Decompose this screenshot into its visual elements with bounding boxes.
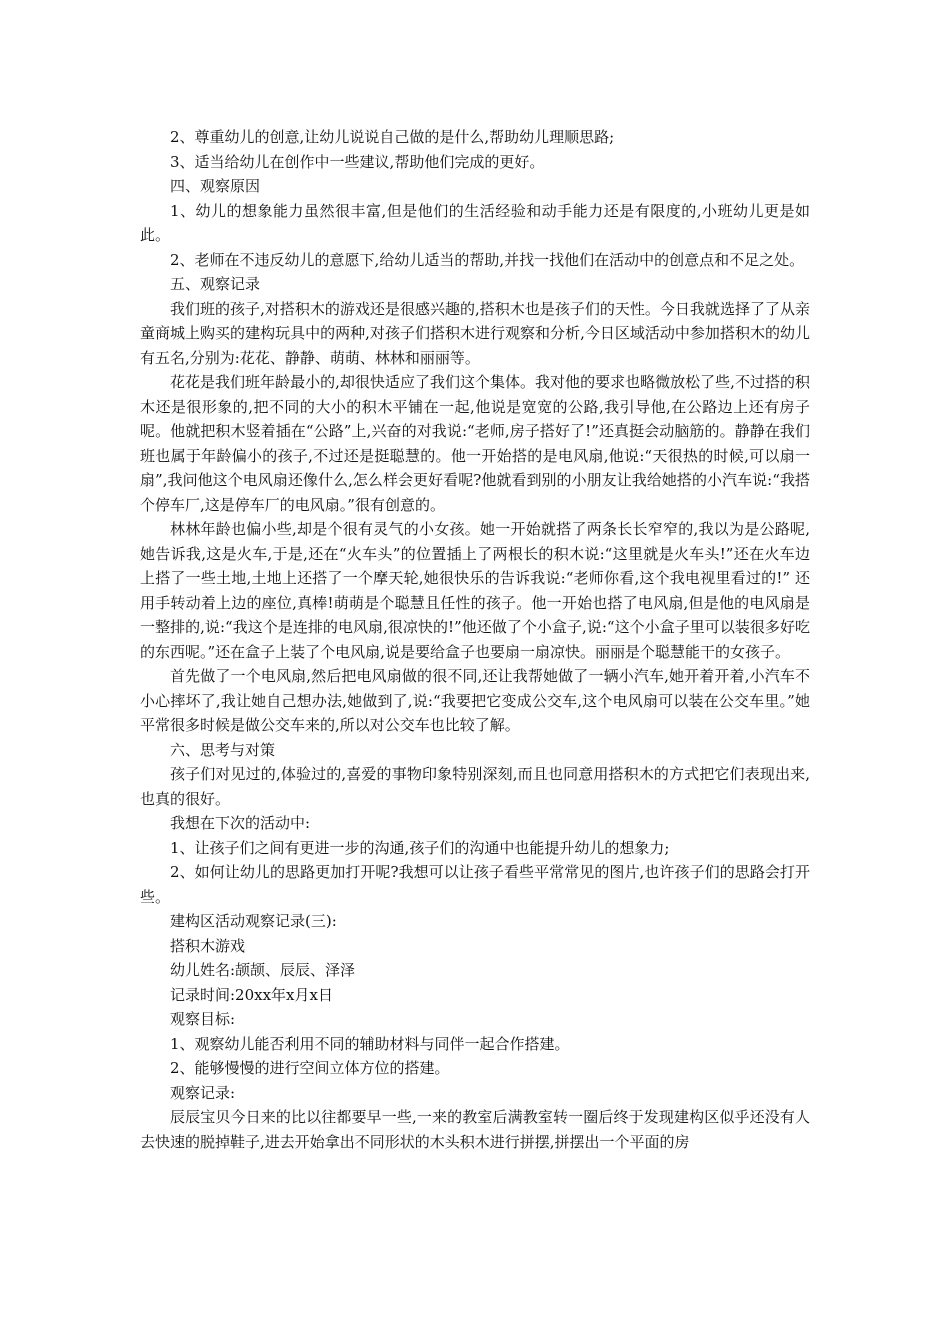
paragraph: 搭积木游戏	[170, 936, 246, 955]
paragraph: 3、适当给幼儿在创作中一些建议,帮助他们完成的更好。	[170, 152, 545, 171]
paragraph: 观察目标:	[170, 1010, 236, 1028]
paragraph: 观察记录:	[170, 1083, 236, 1102]
paragraph: 1、让孩子们之间有更进一步的沟通,孩子们的沟通中也能提升幼儿的想象力;	[170, 838, 670, 857]
paragraph: 2、能够慢慢的进行空间立体方位的搭建。	[170, 1059, 450, 1077]
paragraph: 2、如何让幼儿的思路更加打开呢?我想可以让孩子看些平常常见的图片,也许孩子们的思路会打开些。	[140, 863, 810, 906]
paragraph: 2、尊重幼儿的创意,让幼儿说说自己做的是什么,帮助幼儿理顺思路;	[170, 128, 615, 146]
section-heading: 六、思考与对策	[170, 740, 276, 759]
paragraph: 孩子们对见过的,体验过的,喜爱的事物印象特别深刻,而且也同意用搭积木的方式把它们表现出来,也真的很好。	[140, 765, 810, 808]
paragraph: 林林年龄也偏小些,却是个很有灵气的小女孩。她一开始就搭了两条长长窄窄的,我以为是公路呢,她告诉我,这是火车,于是,还在“火车头”的位置插上了两根长的积木说:“这里就是火车头!”还在火车边上搭了一些土地,土地上还搭了一个摩天轮,她很快乐的告诉我说:“老师你看,这个我电视里看过的!” 还用手转动着上边的座位,真棒!萌萌是个聪慧且任性的孩子。他一开始也搭了电风扇,但是他的电风扇是一整排的,说:“我这个是连排的电风扇,很凉快的!”他还做了个小盒子,说:“这个小盒子里可以装很多好吃的东西呢。”还在盒子上装了个电风扇,说是要给盒子也要扇一扇凉快。丽丽是个聪慧能干的女孩子。	[140, 520, 810, 661]
paragraph: 我想在下次的活动中:	[170, 814, 311, 832]
paragraph: 幼儿姓名:颉颉、辰辰、泽泽	[170, 961, 356, 979]
section-heading: 建构区活动观察记录(三):	[170, 912, 337, 930]
paragraph: 首先做了一个电风扇,然后把电风扇做的很不同,还让我帮她做了一辆小汽车,她开着开着,小汽车不小心摔坏了,我让她自己想办法,她做到了,说:“我要把它变成公交车,这个电风扇可以装在公交车里。”她平常很多时候是做公交车来的,所以对公交车也比较了解。	[140, 667, 810, 734]
paragraph: 花花是我们班年龄最小的,却很快适应了我们这个集体。我对他的要求也略微放松了些,不过搭的积木还是很形象的,把不同的大小的积木平铺在一起,他说是宽宽的公路,我引导他,在公路边上还有房子呢。他就把积木竖着插在“公路”上,兴奋的对我说:“老师,房子搭好了!”还真挺会动脑筋的。静静在我们班也属于年龄偏小的孩子,不过还是挺聪慧的。他一开始搭的是电风扇,他说:“天很热的时候,可以扇一扇”,我问他这个电风扇还像什么,怎么样会更好看呢?他就看到别的小朋友让我给她搭的小汽车说:“我搭个停车厂,这是停车厂的电风扇。”很有创意的。	[140, 373, 810, 514]
section-heading: 五、观察记录	[170, 275, 261, 293]
paragraph: 辰辰宝贝今日来的比以往都要早一些,一来的教室后满教室转一圈后终于发现建构区似乎还没有人去快速的脱掉鞋子,进去开始拿出不同形状的木头积木进行拼摆,拼摆出一个平面的房	[140, 1108, 810, 1151]
section-heading: 四、观察原因	[170, 177, 261, 195]
paragraph: 1、观察幼儿能否利用不同的辅助材料与同伴一起合作搭建。	[170, 1034, 570, 1053]
paragraph: 1、幼儿的想象能力虽然很丰富,但是他们的生活经验和动手能力还是有限度的,小班幼儿更是如此。	[140, 201, 810, 244]
paragraph: 2、老师在不违反幼儿的意愿下,给幼儿适当的帮助,并找一找他们在活动中的创意点和不足之处。	[170, 250, 805, 269]
paragraph: 记录时间:20xx年x月x日	[170, 985, 333, 1004]
paragraph: 我们班的孩子,对搭积木的游戏还是很感兴趣的,搭积木也是孩子们的天性。今日我就选择了了从亲童商城上购买的建构玩具中的两种,对孩子们搭积木进行观察和分析,今日区域活动中参加搭积木的幼儿有五名,分别为:花花、静静、萌萌、林林和丽丽等。	[140, 299, 810, 367]
document-body	[140, 125, 810, 1154]
